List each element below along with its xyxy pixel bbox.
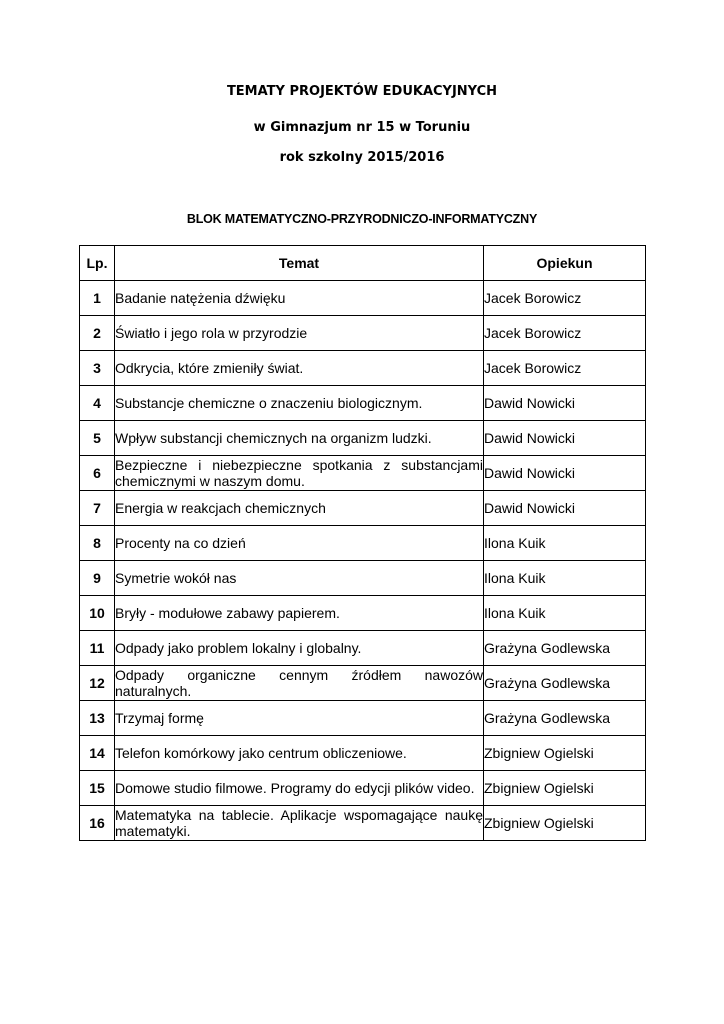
row-topic: Bezpieczne i niebezpieczne spotkania z substancjami chemicznymi w naszym domu. xyxy=(115,457,483,489)
table-row xyxy=(80,281,646,316)
row-topic: Telefon komórkowy jako centrum obliczeniowe. xyxy=(115,736,484,771)
table-row xyxy=(80,596,646,631)
row-number: 3 xyxy=(80,351,115,386)
school-year: rok szkolny 2015/2016 xyxy=(279,150,445,165)
row-supervisor: Jacek Borowicz xyxy=(484,351,646,386)
row-supervisor: Dawid Nowicki xyxy=(484,491,646,526)
row-topic: Symetrie wokół nas xyxy=(115,561,484,596)
row-number: 7 xyxy=(80,491,115,526)
row-number: 10 xyxy=(80,596,115,631)
row-supervisor: Dawid Nowicki xyxy=(484,386,646,421)
table-row xyxy=(80,316,646,351)
column-header-lp: Lp. xyxy=(80,246,115,281)
row-topic: Odpady organiczne cennym źródłem nawozów naturalnych. xyxy=(115,667,483,699)
table-row xyxy=(80,456,646,491)
row-number: 6 xyxy=(80,456,115,491)
row-topic: Energia w reakcjach chemicznych xyxy=(115,491,484,526)
row-number: 1 xyxy=(80,281,115,316)
table-row xyxy=(80,561,646,596)
row-number: 13 xyxy=(80,701,115,736)
row-number: 9 xyxy=(80,561,115,596)
row-topic: Trzymaj formę xyxy=(115,701,484,736)
row-supervisor: Zbigniew Ogielski xyxy=(484,806,646,841)
row-supervisor: Ilona Kuik xyxy=(484,596,646,631)
row-topic: Wpływ substancji chemicznych na organizm ludzki. xyxy=(115,421,484,456)
row-supervisor: Grażyna Godlewska xyxy=(484,701,646,736)
block-heading: BLOK MATEMATYCZNO-PRZYRODNICZO-INFORMATYCZNY xyxy=(186,212,538,226)
row-supervisor: Zbigniew Ogielski xyxy=(484,771,646,806)
row-number: 16 xyxy=(80,806,115,841)
table-row xyxy=(80,736,646,771)
row-topic: Badanie natężenia dźwięku xyxy=(115,281,484,316)
row-supervisor: Dawid Nowicki xyxy=(484,421,646,456)
row-topic: Odpady jako problem lokalny i globalny. xyxy=(115,631,484,666)
row-topic: Światło i jego rola w przyrodzie xyxy=(115,316,484,351)
table-row xyxy=(80,386,646,421)
row-supervisor: Ilona Kuik xyxy=(484,561,646,596)
row-topic: Matematyka na tablecie. Aplikacje wspomagające naukę matematyki. xyxy=(115,807,483,839)
row-supervisor: Jacek Borowicz xyxy=(484,316,646,351)
row-supervisor: Grażyna Godlewska xyxy=(484,631,646,666)
table-row xyxy=(80,701,646,736)
row-number: 2 xyxy=(80,316,115,351)
table-row xyxy=(80,806,646,841)
table-header-row xyxy=(80,246,646,281)
row-topic: Domowe studio filmowe. Programy do edycji plików video. xyxy=(115,771,484,806)
row-number: 15 xyxy=(80,771,115,806)
row-supervisor: Jacek Borowicz xyxy=(484,281,646,316)
row-number: 11 xyxy=(80,631,115,666)
row-supervisor: Grażyna Godlewska xyxy=(484,666,646,701)
column-header-opiekun: Opiekun xyxy=(484,246,646,281)
table-row xyxy=(80,351,646,386)
column-header-temat: Temat xyxy=(115,246,484,281)
projects-table xyxy=(79,245,646,841)
row-supervisor: Dawid Nowicki xyxy=(484,456,646,491)
school-name: w Gimnazjum nr 15 w Toruniu xyxy=(253,120,471,135)
row-topic: Odkrycia, które zmieniły świat. xyxy=(115,351,484,386)
row-supervisor: Zbigniew Ogielski xyxy=(484,736,646,771)
table-row xyxy=(80,421,646,456)
table-row xyxy=(80,771,646,806)
row-number: 5 xyxy=(80,421,115,456)
row-supervisor: Ilona Kuik xyxy=(484,526,646,561)
document-title: TEMATY PROJEKTÓW EDUKACYJNYCH xyxy=(226,84,498,99)
table-row xyxy=(80,666,646,701)
table-row xyxy=(80,631,646,666)
row-number: 14 xyxy=(80,736,115,771)
row-number: 12 xyxy=(80,666,115,701)
row-number: 8 xyxy=(80,526,115,561)
row-number: 4 xyxy=(80,386,115,421)
table-row xyxy=(80,526,646,561)
row-topic: Procenty na co dzień xyxy=(115,526,484,561)
row-topic: Bryły - modułowe zabawy papierem. xyxy=(115,596,484,631)
table-row xyxy=(80,491,646,526)
row-topic: Substancje chemiczne o znaczeniu biologicznym. xyxy=(115,386,484,421)
